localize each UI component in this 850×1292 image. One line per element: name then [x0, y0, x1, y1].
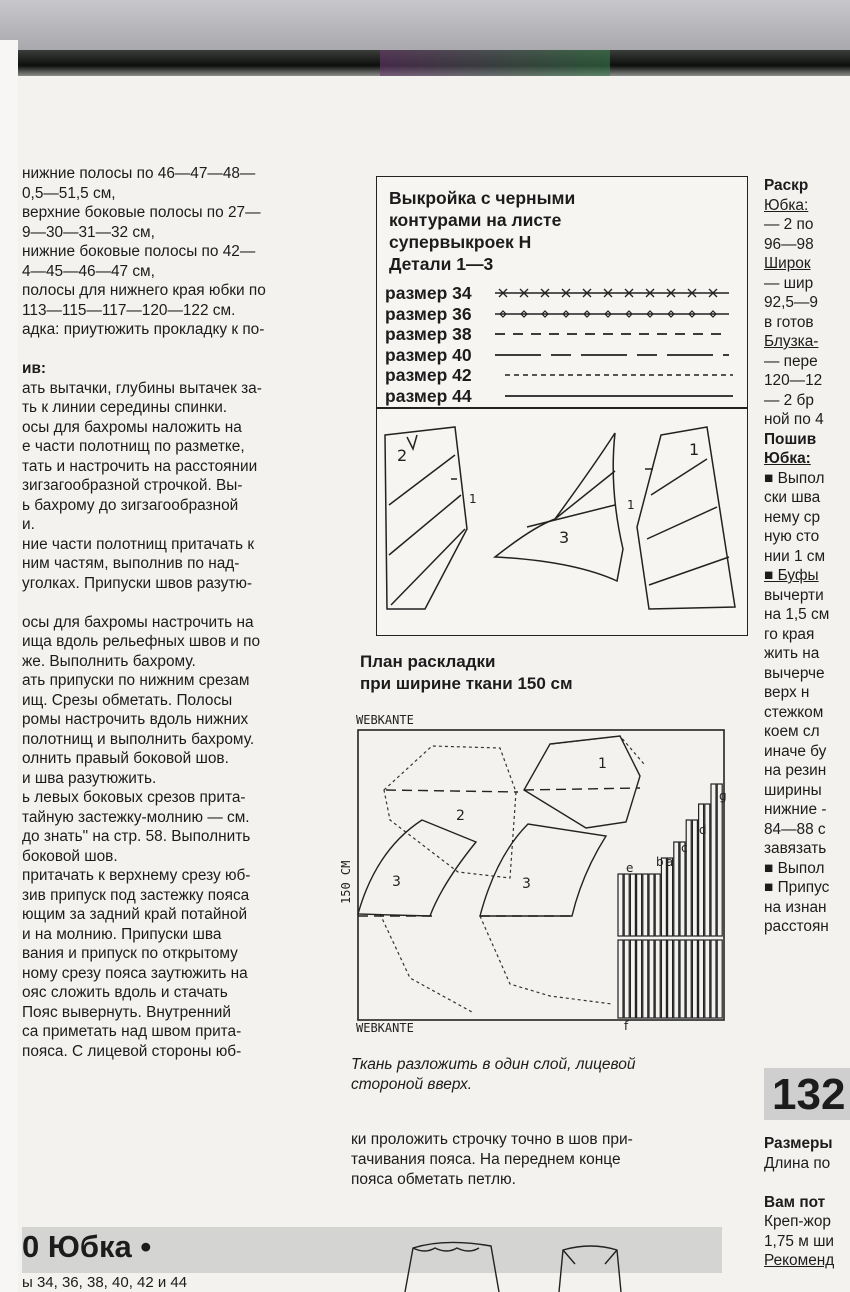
sizes-line: ы 34, 36, 38, 40, 42 и 44 — [22, 1274, 188, 1291]
text-line: ■ Выпол — [764, 859, 825, 877]
text-line: стежком — [764, 703, 824, 721]
text-line: завязать — [764, 840, 827, 857]
text-line: ать припуски по нижним срезам — [22, 672, 250, 689]
pattern-box-title — [389, 187, 575, 275]
text-line: расстоян — [764, 918, 829, 935]
text-heading: Размеры — [764, 1135, 833, 1152]
text-line: 4—45—46—47 см, — [22, 262, 155, 280]
text-line: же. Выполнить бахрому. — [22, 652, 196, 670]
text-line: тачивания пояса. На переднем конце — [351, 1151, 621, 1168]
left-text-column — [22, 164, 332, 1061]
size-label: размер 38 — [385, 324, 472, 344]
text-line: ищ. Срезы обметать. Полосы — [22, 691, 233, 709]
title-line: супервыкроек Н — [389, 232, 532, 252]
piece-label: 1 — [598, 756, 607, 772]
text-line: вычерче — [764, 664, 825, 682]
text-line: 113—115—117—120—122 см. — [22, 301, 236, 319]
text-line: ширины — [764, 781, 822, 799]
line-style-long-dash — [493, 345, 733, 365]
text-line: адка: приутюжить прокладку к по- — [22, 321, 265, 338]
text-line: 9—30—31—32 см, — [22, 223, 155, 241]
size-label: размер 40 — [385, 344, 472, 365]
text-line: ть к линии середины спинки. — [22, 399, 228, 416]
text-line: вания и припуск по открытому — [22, 945, 238, 962]
text-line: коем сл — [764, 723, 820, 740]
text-line: ним частям, выполнив по над- — [22, 555, 240, 572]
size-label: размер 44 — [385, 385, 472, 406]
strip-label: g — [719, 789, 727, 803]
strip-label: a — [666, 855, 674, 869]
caption-line: Ткань разложить в один слой, лицевой — [351, 1056, 636, 1073]
middle-text — [351, 1130, 633, 1190]
text-line: на резин — [764, 762, 827, 779]
strip-label: d — [699, 823, 707, 837]
text-line — [764, 1173, 850, 1193]
section-number-block — [764, 1068, 850, 1120]
text-line: осы для бахромы наложить на — [22, 418, 242, 436]
text-line: 0,5—51,5 см, — [22, 184, 116, 202]
layout-plan-diagram — [339, 713, 740, 1035]
title-line: План раскладки — [360, 652, 496, 671]
text-line: полосы для нижнего края юбки по — [22, 282, 266, 299]
size-legend-row — [385, 345, 741, 366]
text-line: полотнищ и выполнить бахрому. — [22, 730, 255, 748]
text-line: ■ Выпол — [764, 469, 825, 487]
text-line: ь левых боковых срезов прита- — [22, 789, 246, 806]
layout-plan-title — [360, 651, 573, 695]
fabric-width-label: 150 CM — [339, 860, 353, 904]
piece-label: 3 — [392, 874, 401, 890]
text-line: ски шва — [764, 489, 821, 506]
text-line: зигзагообразной строчкой. Вы- — [22, 477, 243, 494]
text-line: зив припуск под застежку пояса — [22, 886, 250, 904]
text-line: боковой шов. — [22, 847, 118, 865]
text-line: ную сто — [764, 528, 820, 545]
title-line: контурами на листе — [389, 210, 562, 230]
text-heading: Юбка: — [764, 450, 811, 467]
text-line: 96—98 — [764, 235, 814, 253]
text-line: ояс сложить вдоль и стачать — [22, 984, 228, 1001]
piece-label: 1 — [627, 498, 635, 512]
text-line: жить на — [764, 645, 820, 662]
text-line: и шва разутюжить. — [22, 769, 157, 787]
size-legend-row — [385, 386, 741, 407]
text-line: и. — [22, 516, 35, 533]
text-line: 120—12 — [764, 372, 823, 389]
selvage-label-bottom: WEBKANTE — [356, 1021, 414, 1035]
size-legend-row — [385, 324, 741, 345]
text-line: нижние боковые полосы по 42— — [22, 243, 256, 260]
text-line: 1,75 м ши — [764, 1232, 835, 1250]
text-line: са приметать над швом прита- — [22, 1023, 242, 1040]
text-line: — шир — [764, 274, 814, 292]
right-bottom-text — [764, 1134, 850, 1271]
text-line: — 2 бр — [764, 391, 814, 409]
pattern-box — [376, 176, 748, 636]
right-text-column — [764, 176, 850, 937]
text-line: нему ср — [764, 508, 821, 526]
title-line: Детали 1—3 — [389, 254, 494, 274]
text-line: нии 1 см — [764, 547, 826, 565]
magazine-binding — [0, 50, 850, 76]
text-line: — пере — [764, 352, 818, 370]
text-line: нижние - — [764, 801, 827, 818]
text-line: ромы настрочить вдоль нижних — [22, 711, 249, 728]
text-line: ние части полотнищ притачать к — [22, 535, 255, 553]
text-line: в готов — [764, 313, 814, 331]
text-line: Юбка: — [764, 196, 809, 214]
text-heading: Пошив — [764, 430, 817, 448]
text-line: — 2 по — [764, 216, 814, 233]
text-line: притачать к верхнему срезу юб- — [22, 867, 251, 884]
scan-background — [0, 0, 850, 50]
text-line: пояса. С лицевой стороны юб- — [22, 1042, 242, 1060]
piece-label: 2 — [456, 808, 465, 824]
text-line: тать и настрочить на расстоянии — [22, 457, 258, 475]
text-line: осы для бахромы настрочить на — [22, 613, 254, 631]
pattern-pieces-diagram — [377, 409, 747, 633]
skirt-heading: 0 Юбка • — [22, 1229, 152, 1264]
text-line: го края — [764, 625, 815, 643]
text-line: е части полотнищ по разметке, — [22, 438, 245, 455]
scan-edge — [0, 40, 18, 1292]
text-line: уголках. Припуски швов разутю- — [22, 574, 253, 592]
layout-caption — [351, 1055, 636, 1095]
strip-label: c — [681, 841, 688, 855]
text-line — [22, 593, 332, 613]
title-line: Выкройка с черными — [389, 188, 576, 208]
selvage-label-top: WEBKANTE — [356, 713, 414, 727]
text-heading: ив: — [22, 360, 47, 377]
text-line: Широк — [764, 255, 811, 272]
text-line: 92,5—9 — [764, 294, 818, 311]
text-line: ■ Буфы — [764, 567, 819, 584]
text-line: Длина по — [764, 1154, 831, 1172]
text-line: ной по 4 — [764, 411, 824, 428]
text-heading: Раскр — [764, 177, 809, 194]
strip-label: e — [626, 861, 634, 875]
text-line: вычерти — [764, 586, 824, 604]
text-line: ища вдоль рельефных швов и по — [22, 633, 261, 650]
text-line: ющим за задний край потайной — [22, 906, 248, 923]
text-line — [22, 340, 332, 360]
piece-label: 3 — [559, 528, 570, 547]
text-heading: Вам пот — [764, 1193, 826, 1211]
text-line: и на молнию. Припуски шва — [22, 925, 222, 943]
piece-label: 2 — [397, 446, 408, 465]
size-legend-row — [385, 365, 741, 386]
size-label: размер 34 — [385, 283, 472, 303]
skirt-sketch — [395, 1234, 655, 1292]
text-line: тайную застежку-молнию — см. — [22, 808, 250, 826]
line-style-dashed — [493, 324, 733, 344]
text-line: нижние полосы по 46—47—48— — [22, 165, 256, 182]
text-line: ать вытачки, глубины вытачек за- — [22, 379, 262, 397]
size-legend — [385, 283, 741, 406]
line-style-short-dash — [503, 365, 743, 385]
text-line: олнить правый боковой шов. — [22, 750, 229, 767]
piece-label: 1 — [469, 492, 477, 506]
strip-label: b — [656, 855, 664, 869]
size-label: размер 36 — [385, 303, 472, 324]
line-style-diamond — [493, 304, 733, 324]
strip-label: f — [624, 1019, 629, 1033]
text-line: 84—88 с — [764, 820, 826, 838]
text-line: ь бахрому до зигзагообразной — [22, 496, 239, 514]
text-line: на изнан — [764, 898, 827, 916]
caption-line: стороной вверх. — [351, 1076, 473, 1093]
binding-color-accent — [380, 50, 610, 76]
piece-label: 1 — [689, 440, 700, 459]
text-line: ки проложить строчку точно в шов при- — [351, 1131, 633, 1148]
text-line: верхние боковые полосы по 27— — [22, 204, 261, 221]
text-line: верх н — [764, 684, 810, 701]
text-line: ному срезу пояса заутюжить на — [22, 964, 248, 982]
line-style-cross — [493, 283, 733, 303]
text-line: Пояс вывернуть. Внутренний — [22, 1003, 231, 1021]
size-legend-row — [385, 304, 741, 325]
piece-label: 3 — [522, 876, 531, 892]
line-style-solid — [503, 386, 743, 406]
size-label: размер 42 — [385, 365, 472, 385]
size-legend-row — [385, 283, 741, 304]
section-number: 132 — [772, 1070, 846, 1119]
text-line: пояса обметать петлю. — [351, 1171, 516, 1188]
text-line: на 1,5 см — [764, 606, 830, 623]
text-line: Блузка- — [764, 333, 819, 350]
text-line: иначе бу — [764, 742, 827, 760]
text-line: до знать" на стр. 58. Выполнить — [22, 828, 251, 845]
text-line: ■ Припус — [764, 879, 830, 896]
text-line: Рекоменд — [764, 1252, 835, 1269]
title-line: при ширине ткани 150 см — [360, 674, 573, 693]
text-line: Креп-жор — [764, 1213, 831, 1230]
